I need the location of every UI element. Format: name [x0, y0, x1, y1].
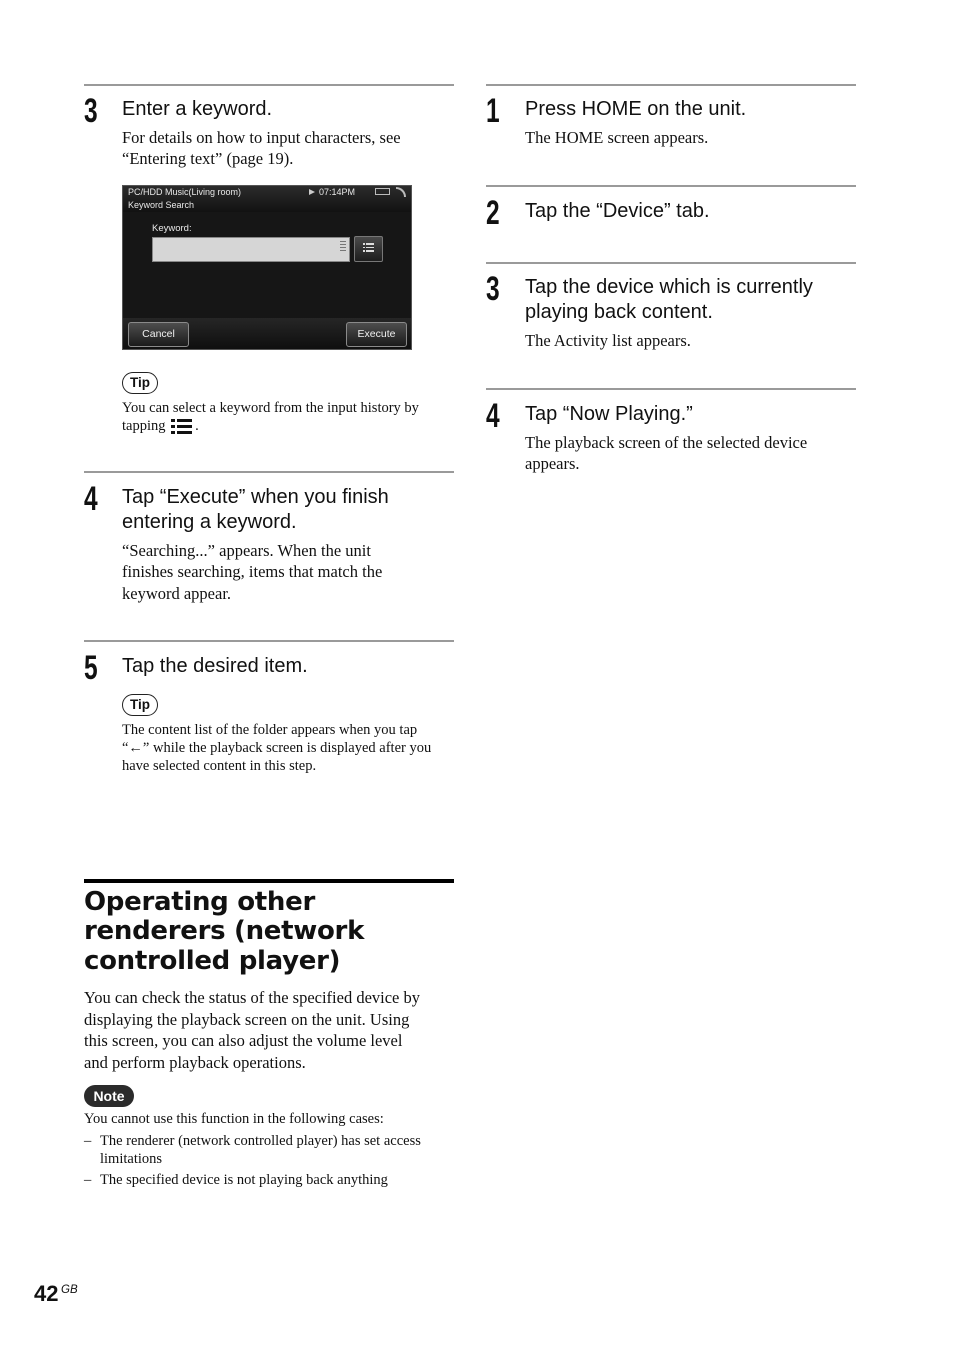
history-button[interactable]	[354, 236, 383, 262]
step-heading: Tap the desired item.	[122, 655, 308, 677]
section-title: renderers (network	[84, 916, 365, 946]
step-body: The Activity list appears.	[525, 331, 691, 350]
step-divider	[486, 388, 856, 390]
step-number: 3	[84, 92, 98, 130]
keyword-input[interactable]	[152, 237, 350, 262]
step-body: keyword appear.	[122, 584, 232, 603]
section-intro: displaying the playback screen on the unit. Using	[84, 1010, 410, 1029]
step-divider	[84, 84, 454, 86]
tip-text: have selected content in this step.	[122, 758, 317, 774]
step-number: 3	[486, 270, 500, 308]
screen-title-bar	[123, 186, 411, 212]
step-heading: entering a keyword.	[122, 511, 297, 533]
step-divider	[84, 640, 454, 642]
step-body: The HOME screen appears.	[525, 128, 709, 147]
step-divider	[486, 262, 856, 264]
step-number: 2	[486, 194, 500, 232]
step-divider	[486, 185, 856, 187]
page-suffix: GB	[61, 1284, 78, 1296]
step-heading: Press HOME on the unit.	[525, 98, 747, 120]
step-body: appears.	[525, 454, 580, 473]
step-body: The playback screen of the selected device	[525, 433, 808, 452]
section-title: controlled player)	[84, 946, 341, 976]
cancel-button[interactable]: Cancel	[128, 322, 189, 347]
step-body: For details on how to input characters, see	[122, 128, 401, 147]
list-icon	[171, 418, 193, 434]
step-divider	[84, 471, 454, 473]
step-heading: Tap the “Device” tab.	[525, 200, 710, 222]
screen-time: 07:14PM	[319, 187, 356, 197]
screen-title: PC/HDD Music(Living room)	[128, 187, 242, 197]
step-heading: playing back content.	[525, 301, 713, 323]
play-icon	[309, 189, 315, 195]
step-body: finishes searching, items that match the	[122, 562, 383, 581]
wifi-icon	[396, 187, 406, 197]
step-divider	[486, 84, 856, 86]
tip-badge: Tip	[122, 372, 158, 394]
execute-button[interactable]: Execute	[346, 322, 407, 347]
section-intro: this screen, you can also adjust the volume level	[84, 1031, 403, 1050]
tip-text: tapping .	[122, 418, 199, 434]
step-heading: Enter a keyword.	[122, 98, 273, 120]
section-intro: and perform playback operations.	[84, 1053, 306, 1072]
note-text: You cannot use this function in the following cases:	[84, 1111, 384, 1127]
step-number: 5	[84, 649, 98, 687]
note-item: The renderer (network controlled player) has set access	[100, 1133, 421, 1149]
device-screenshot	[122, 185, 412, 350]
tip-badge: Tip	[122, 694, 158, 716]
tip-text: The content list of the folder appears when you tap	[122, 722, 418, 738]
note-item: limitations	[100, 1151, 163, 1167]
list-icon	[363, 243, 374, 252]
keyword-label: Keyword:	[152, 223, 192, 234]
step-heading: Tap “Now Playing.”	[525, 403, 693, 425]
step-body: “Entering text” (page 19).	[122, 149, 294, 168]
step-heading: Tap “Execute” when you finish	[122, 486, 389, 508]
note-item: The specified device is not playing back anything	[100, 1172, 388, 1188]
note-badge: Note	[84, 1085, 134, 1107]
tip-text: “←” while the playback screen is displayed after you	[122, 740, 432, 756]
step-number: 4	[84, 480, 98, 518]
section-intro: You can check the status of the specified device by	[84, 988, 421, 1007]
section-title: Operating other	[84, 887, 315, 917]
page-number: 42	[34, 1281, 59, 1306]
list-dash: –	[84, 1133, 92, 1149]
tip-text: You can select a keyword from the input history by	[122, 400, 419, 416]
keypad-icon	[340, 241, 346, 251]
step-heading: Tap the device which is currently	[525, 276, 813, 298]
list-dash: –	[84, 1172, 92, 1188]
battery-icon	[375, 188, 390, 195]
section-rule	[84, 879, 454, 883]
screen-subtitle: Keyword Search	[128, 200, 195, 210]
step-number: 1	[486, 92, 500, 130]
step-number: 4	[486, 397, 500, 435]
step-body: “Searching...” appears. When the unit	[122, 541, 371, 560]
